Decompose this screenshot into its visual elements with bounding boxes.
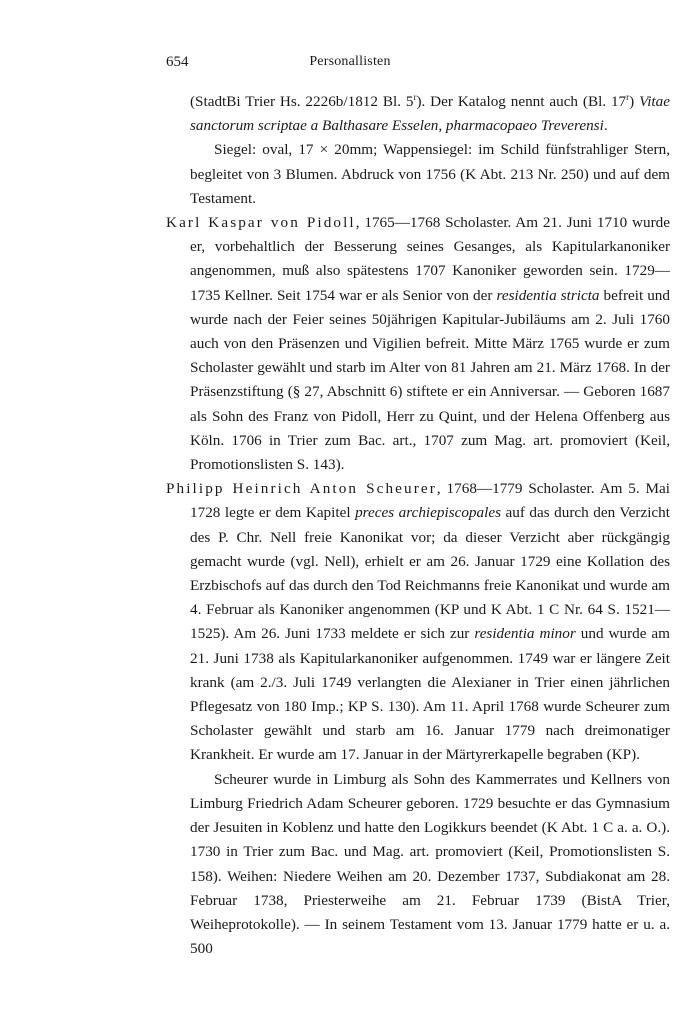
superscript: r	[626, 92, 630, 102]
page-number: 654	[166, 54, 189, 70]
body-text	[166, 90, 670, 961]
text-run: , 1765—1768 Scholaster. Am 21. Juni 1710 wurde er, vorbehaltlich der Besserung seines Gesanges, als Kapitularkanoniker angenommen, muß also spätestens 1707 Kanoniker geworden sein. 1729—1735 Kellner. Seit 1754 war er als Senior von der	[190, 214, 670, 304]
text-run: Scheurer wurde in Limburg als Sohn des Kammerrates und Kellners von Limburg Friedrich Adam Scheurer geboren. 1729 besuchte er das Gymnasium der Jesuiten in Koblenz und hatte den Logikkurs beendet (K Abt. 1 C a. a. O.). 1730 in Trier zum Bac. und Mag. art. promoviert (Keil, Promotionslisten S. 158). Weihen: Niedere Weihen am 20. Dezember 1737, Subdiakonat am 28. Februar 1738, Priesterweihe am 21. Februar 1739 (BistA Trier, Weiheprotokolle). — In seinem Testament vom 13. Januar 1779 hatte er u. a. 500	[190, 770, 670, 958]
italic-title: Vitae sanctorum scriptae a Balthasare Esselen, pharmacopaeo Treverensi	[190, 93, 670, 135]
running-head: Personallisten	[309, 54, 391, 69]
text-run: .	[603, 117, 608, 135]
text-run: Siegel: oval, 17 × 20mm; Wappensiegel: im Schild fünfstrahliger Stern, begleitet von 3 Blumen. Abdruck von 1756 (K Abt. 213 Nr. 250) und auf dem Testament.	[190, 141, 670, 207]
text-run: , 1768—1779 Scholaster. Am 5. Mai 1728 legte er dem Kapitel	[190, 480, 670, 522]
entry-scheurer	[166, 477, 670, 767]
text-run: und wurde am 21. Juni 1738 als Kapitularkanoniker aufgenommen. 1749 war er längere Zeit krank (am 2./3. Juli 1749 verlangten die Alexianer in Trier einen jährlichen Pflegesatz von 180 Imp.; KP S. 130). Am 11. April 1768 wurde Scheurer zum Scholaster gewählt und starb am 16. Januar 1779 nach dreimonatiger Krankheit. Er wurde am 17. Januar in der Märtyrerkapelle begraben (KP).	[190, 625, 670, 764]
entry-name: Karl Kaspar von Pidoll	[166, 214, 356, 232]
superscript: r	[413, 92, 417, 102]
italic-term: residentia minor	[474, 625, 576, 643]
text-run: ). Der Katalog nennt auch (Bl. 17	[416, 93, 627, 110]
page-header	[0, 54, 700, 74]
entry-name: Philipp Heinrich Anton Scheurer	[166, 480, 437, 498]
seal-paragraph	[166, 138, 670, 211]
italic-term: residentia stricta	[496, 286, 600, 304]
text-run: befreit und wurde nach der Feier seines 50jährigen Kapitular-Jubiläums am 2. Juli 1760 auch von den Präsenzen und Vigilien befreit. Mitte März 1765 wurde er zum Scholaster gewählt und starb im Alter von 81 Jahren am 21. März 1768. In der Präsenzstiftung (§ 27, Abschnitt 6) stiftete er ein Anniversar. — Geboren 1687 als Sohn des Franz von Pidoll, Herr zu Quint, und der Helena Offenberg aus Köln. 1706 in Trier zum Bac. art., 1707 zum Mag. art. promoviert (Keil, Promotionslisten S. 143).	[190, 286, 670, 474]
text-run: (StadtBi Trier Hs. 2226b/1812 Bl. 5	[190, 93, 414, 110]
entry-pidoll	[166, 211, 670, 477]
text-run: auf das durch den Verzicht des P. Chr. Nell freie Kanonikat vor; da dieser Verzicht aber rückgängig gemacht wurde (vgl. Nell), erhielt er am 26. Januar 1729 eine Kollation des Erzbischofs auf das durch den Tod Reichmanns freie Kanonikat und wurde am 4. Februar als Kanoniker angenommen (KP und K Abt. 1 C Nr. 64 S. 1521—1525). Am 26. Juni 1733 meldete er sich zur	[190, 504, 670, 643]
italic-term: preces archiepiscopales	[355, 504, 501, 522]
biography-paragraph	[166, 768, 670, 962]
continuation-paragraph	[166, 90, 670, 138]
text-run: )	[629, 93, 640, 110]
